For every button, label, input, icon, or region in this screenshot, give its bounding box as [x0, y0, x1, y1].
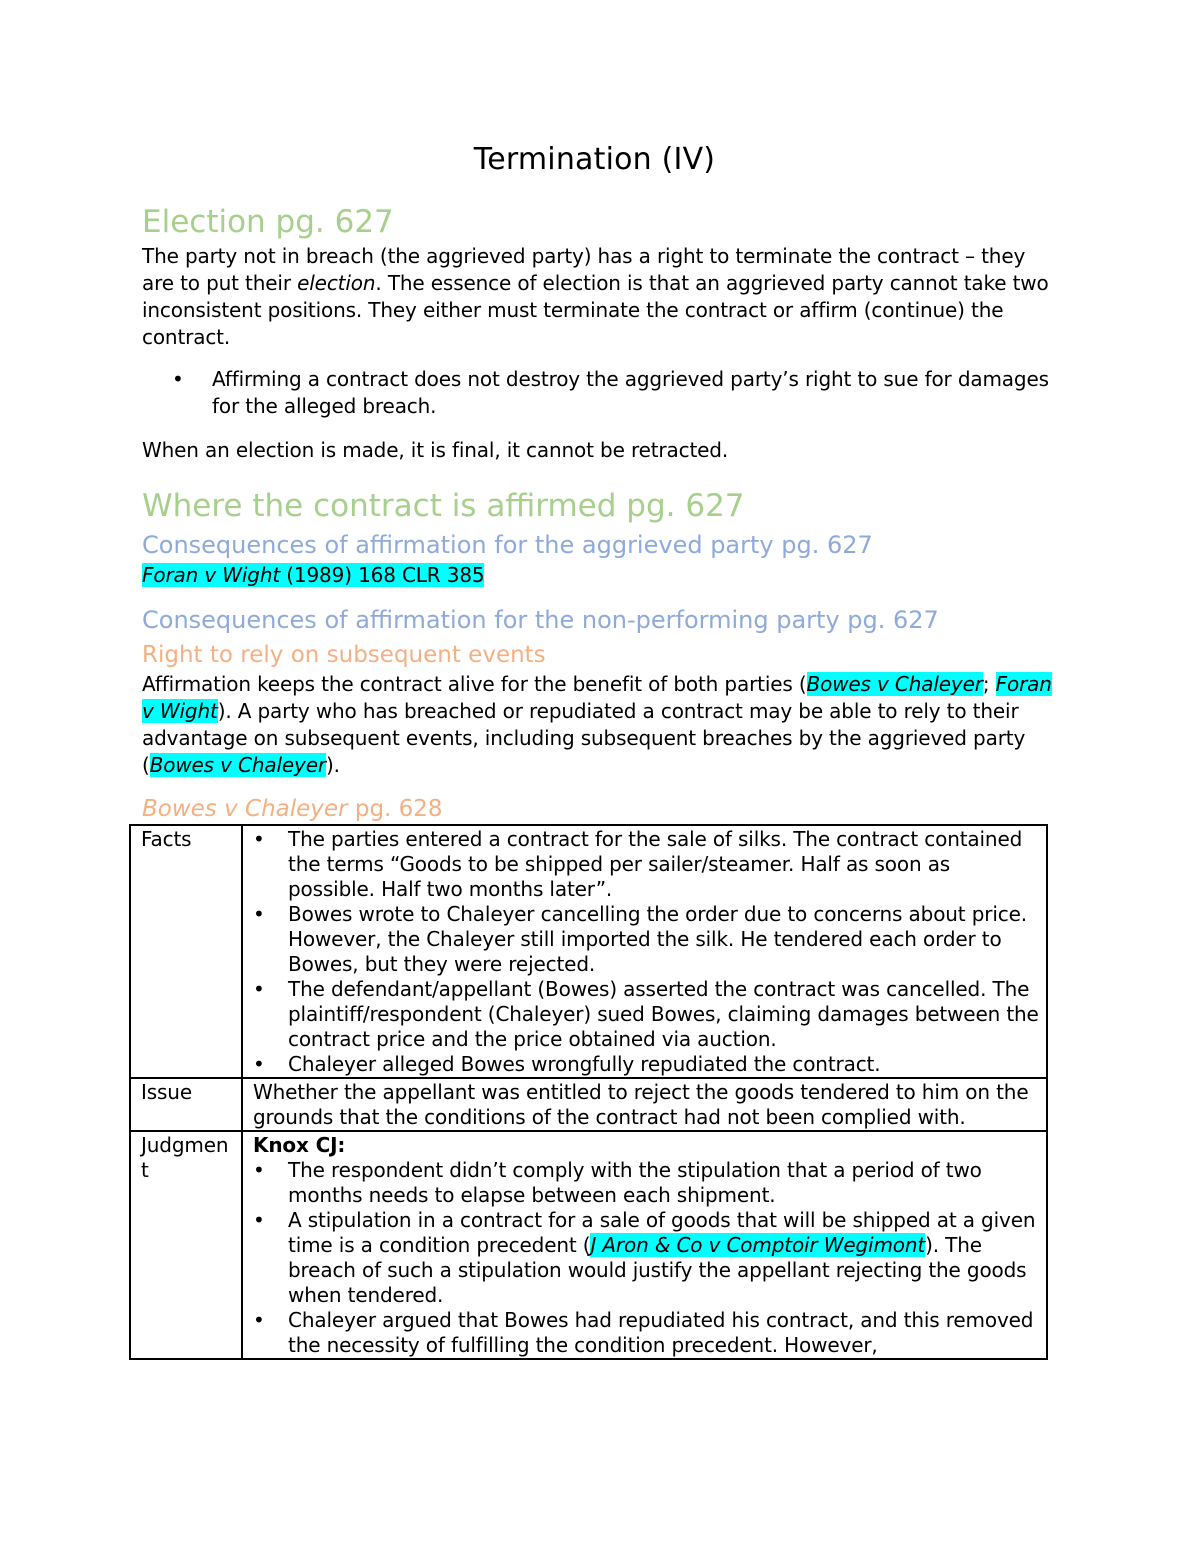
table-row [130, 1131, 1047, 1359]
bullet-icon: • [253, 977, 265, 1001]
case-highlight: Bowes v Chaleyer [149, 753, 326, 777]
bullet-icon: • [253, 1052, 265, 1076]
case-highlight: Bowes v Chaleyer [806, 672, 983, 696]
text-run: Affirmation keeps the contract alive for the benefit of both parties ( [142, 672, 807, 696]
text-run: ). A party who has breached or repudiated a contract may be able to rely to their advantage on subsequent events, including subsequent breaches by the aggrieved party ( [142, 699, 1026, 777]
text-run: The party not in breach (the aggrieved party) has a right to terminate the contract – they are to put their [142, 244, 1026, 295]
election-paragraph [142, 243, 1062, 351]
facts-cell [242, 825, 1047, 1078]
row-label-judgment: Judgment [130, 1131, 242, 1359]
list-item-text: Chaleyer alleged Bowes wrongfully repudiated the contract. [288, 1052, 881, 1076]
list-item [253, 827, 1040, 902]
text-run: ). The breach of such a stipulation would justify the appellant rejecting the goods when tendered. [288, 1233, 1027, 1307]
subheading-aggrieved-party: Consequences of affirmation for the aggrieved party pg. 627 [142, 531, 873, 559]
bullet-icon: • [253, 1208, 265, 1232]
bullet-icon: • [253, 1308, 265, 1332]
list-item-text: The respondent didn’t comply with the stipulation that a period of two months needs to elapse between each shipment. [288, 1158, 982, 1207]
case-heading-page: pg. 628 [347, 796, 443, 822]
judgment-cell [242, 1131, 1047, 1359]
list-item [253, 1308, 1040, 1358]
heading-contract-affirmed: Where the contract is affirmed pg. 627 [142, 488, 745, 524]
text-run: ). [325, 753, 340, 777]
case-citation [142, 562, 1062, 589]
table-row [130, 825, 1047, 1078]
list-item-text [288, 1208, 1035, 1307]
list-item [142, 366, 1062, 420]
list-item-text: Bowes wrote to Chaleyer cancelling the order due to concerns about price. However, the Chaleyer still imported the silk. He tendered each order to Bowes, but they were rejected. [288, 902, 1027, 976]
list-item-text: The defendant/appellant (Bowes) asserted the contract was cancelled. The plaintiff/respondent (Chaleyer) sued Bowes, claiming damages between the contract price and the price obtained via auction. [288, 977, 1039, 1051]
election-final-paragraph: When an election is made, it is final, it cannot be retracted. [142, 438, 729, 462]
facts-list [253, 827, 1040, 1077]
subheading-non-performing-party: Consequences of affirmation for the non-performing party pg. 627 [142, 606, 939, 634]
text-run: ; [982, 672, 996, 696]
row-label-facts: Facts [130, 825, 242, 1078]
list-item [253, 977, 1040, 1052]
list-item [253, 1208, 1040, 1308]
subheading-subsequent-events: Right to rely on subsequent events [142, 642, 546, 668]
list-item [253, 902, 1040, 977]
text-run: . The essence of election is that an aggrieved party cannot take two inconsistent positions. They either must terminate the contract or affirm (continue) the contract. [142, 271, 1049, 349]
issue-cell: Whether the appellant was entitled to reject the goods tendered to him on the grounds that the conditions of the contract had not been complied with. [242, 1078, 1047, 1131]
list-item-text: The parties entered a contract for the sale of silks. The contract contained the terms “Goods to be shipped per sailer/steamer. Half as soon as possible. Half two months later”. [288, 827, 1023, 901]
page-title: Termination (IV) [473, 142, 716, 177]
case-cite: (1989) 168 CLR 385 [280, 563, 485, 587]
row-label-issue: Issue [130, 1078, 242, 1131]
case-highlight [142, 563, 484, 587]
heading-election: Election pg. 627 [142, 204, 394, 240]
bullet-icon: • [253, 902, 265, 926]
affirmation-paragraph [142, 671, 1062, 779]
case-highlight: Foran v Wight [142, 672, 1052, 723]
table-row [130, 1078, 1047, 1131]
bullet-icon: • [172, 367, 184, 391]
list-item [253, 1052, 1040, 1077]
case-name: Foran v Wight [142, 563, 281, 587]
case-heading-name: Bowes v Chaleyer [142, 796, 348, 822]
bullet-icon: • [253, 827, 265, 851]
judge-name: Knox CJ: [253, 1133, 346, 1157]
emphasis-election: election [297, 271, 376, 295]
list-item [253, 1158, 1040, 1208]
text-run: A stipulation in a contract for a sale of goods that will be shipped at a given time is a condition precedent ( [288, 1208, 1036, 1257]
case-highlight: J Aron & Co v Comptoir Wegimont [590, 1233, 926, 1257]
case-brief-table [129, 824, 1048, 1360]
judgment-list [253, 1158, 1040, 1358]
list-item-text: Affirming a contract does not destroy the aggrieved party’s right to sue for damages for the alleged breach. [212, 367, 1049, 418]
bullet-icon: • [253, 1158, 265, 1182]
list-item-text: Chaleyer argued that Bowes had repudiated his contract, and this removed the necessity of fulfilling the condition precedent. However, [288, 1308, 1034, 1357]
case-heading [142, 795, 443, 823]
